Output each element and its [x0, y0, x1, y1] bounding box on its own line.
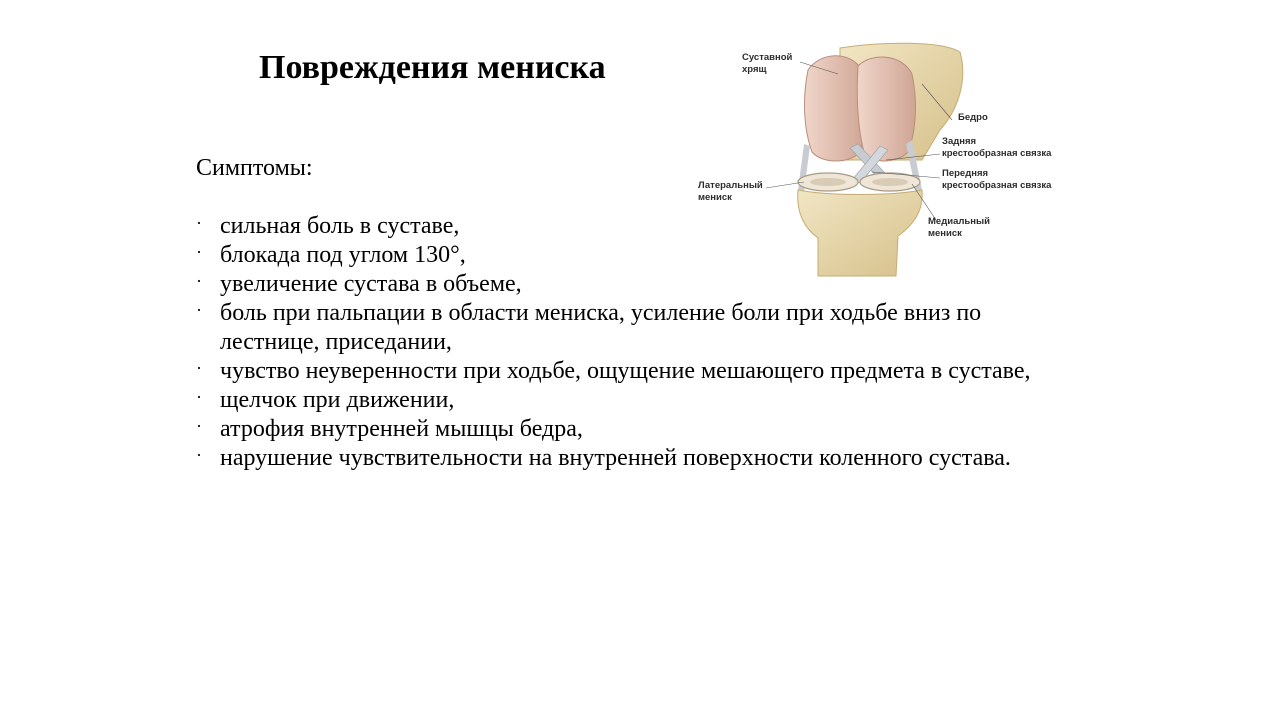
- label-femur: Бедро: [958, 112, 988, 123]
- bullet-icon: ·: [196, 271, 202, 291]
- list-item-text: щелчок при движении,: [220, 387, 455, 413]
- list-item-text: чувство неуверенности при ходьбе, ощущение мешающего предмета в суставе,: [220, 358, 1031, 384]
- knee-anatomy-figure: [690, 40, 1100, 280]
- tibia-bone: [798, 190, 923, 276]
- list-item-text: сильная боль в суставе,: [220, 213, 460, 239]
- bullet-icon: ·: [196, 300, 202, 320]
- list-item-text: блокада под углом 130°,: [220, 242, 466, 268]
- knee-joint-illustration: [690, 40, 1100, 280]
- list-item-text: боль при пальпации в области мениска, усиление боли при ходьбе вниз по лестнице, приседании,: [220, 300, 982, 355]
- bullet-icon: ·: [196, 358, 202, 378]
- label-posterior-cruciate-ligament: Задняя крестообразная связка: [942, 136, 1052, 159]
- bullet-icon: ·: [196, 445, 202, 465]
- label-anterior-cruciate-ligament: Передняя крестообразная связка: [942, 168, 1052, 191]
- bullet-icon: ·: [196, 416, 202, 436]
- list-item: [196, 357, 1076, 386]
- list-item-text: атрофия внутренней мышцы бедра,: [220, 416, 583, 442]
- list-item: [196, 386, 1076, 415]
- bullet-icon: ·: [196, 242, 202, 262]
- bullet-icon: ·: [196, 387, 202, 407]
- list-item: [196, 299, 1076, 357]
- label-medial-meniscus: Медиальный мениск: [928, 216, 990, 239]
- symptoms-heading: Симптомы:: [196, 155, 313, 181]
- slide-title: Повреждения мениска: [259, 49, 606, 86]
- label-articular-cartilage: Суставной хрящ: [742, 52, 793, 75]
- label-lateral-meniscus: Латеральный мениск: [698, 180, 763, 203]
- list-item-text: нарушение чувствительности на внутренней поверхности коленного сустава.: [220, 445, 1011, 471]
- bullet-icon: ·: [196, 213, 202, 233]
- list-item: [196, 415, 1076, 444]
- list-item: [196, 444, 1076, 473]
- list-item-text: увеличение сустава в объеме,: [220, 271, 522, 297]
